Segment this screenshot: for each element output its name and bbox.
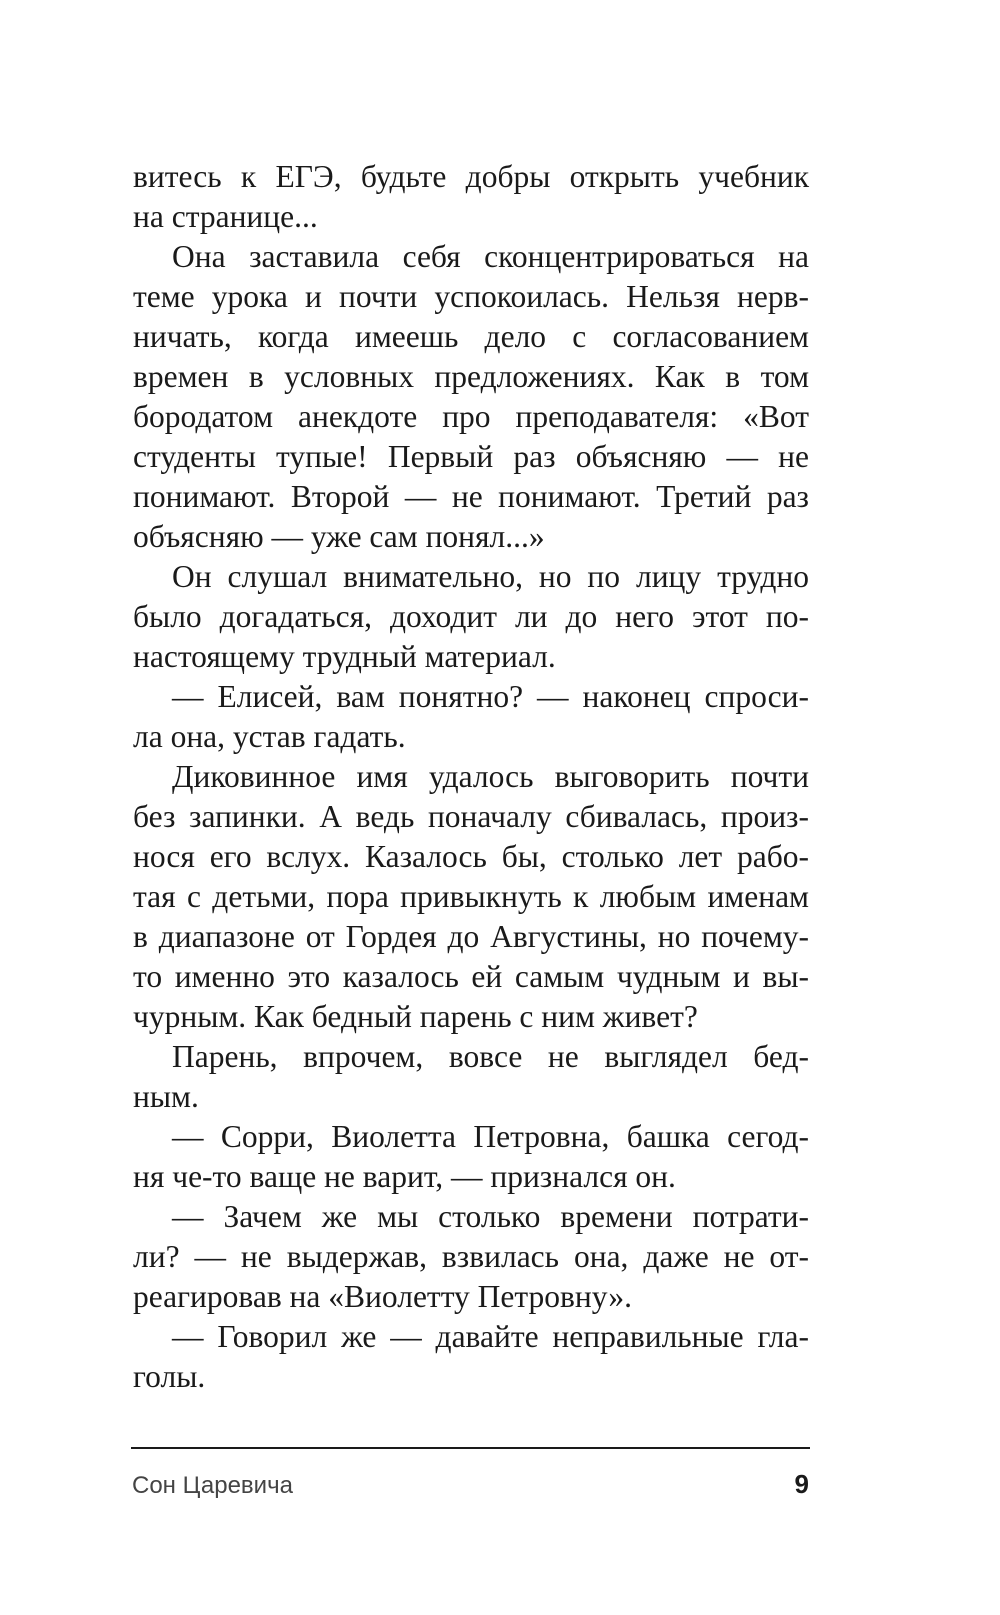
text-line: понимают. Второй — не понимают. Третий раз: [133, 479, 809, 514]
text-line: без запинки. А ведь поначалу сбивалась, произ-: [133, 799, 809, 834]
text-line: в диапазоне от Гордея до Августины, но почему-: [133, 919, 809, 954]
text-line: то именно это казалось ей самым чудным и вы-: [133, 959, 809, 994]
text-line: ным.: [133, 1079, 199, 1114]
text-line: Парень, впрочем, вовсе не выглядел бед-: [172, 1039, 809, 1074]
text-line: ничать, когда имеешь дело с согласованием: [133, 319, 809, 354]
text-line: Он слушал внимательно, но по лицу трудно: [172, 559, 809, 594]
text-line: бородатом анекдоте про преподавателя: «Вот: [133, 399, 809, 434]
text-line: нося его вслух. Казалось бы, столько лет рабо-: [133, 839, 809, 874]
text-line: витесь к ЕГЭ, будьте добры открыть учебник: [133, 159, 809, 194]
text-line: настоящему трудный материал.: [133, 639, 556, 674]
text-line: теме урока и почти успокоилась. Нельзя нерв-: [133, 279, 809, 314]
text-line: — Елисей, вам понятно? — наконец спроси-: [172, 679, 809, 714]
text-line: ла она, устав гадать.: [133, 719, 406, 754]
text-line: студенты тупые! Первый раз объясняю — не: [133, 439, 809, 474]
text-line: было догадаться, доходит ли до него этот по-: [133, 599, 809, 634]
footer-divider: [131, 1447, 810, 1449]
text-line: — Сорри, Виолетта Петровна, башка сегод-: [172, 1119, 809, 1154]
text-line: тая с детьми, пора привыкнуть к любым именам: [133, 879, 809, 914]
page-body-text: [133, 157, 809, 1397]
text-line: реагировав на «Виолетту Петровну».: [133, 1279, 632, 1314]
text-line: ли? — не выдержав, взвилась она, даже не от-: [133, 1239, 809, 1274]
text-line: — Говорил же — давайте неправильные гла-: [172, 1319, 809, 1354]
text-line: голы.: [133, 1359, 206, 1394]
text-line: объясняю — уже сам понял...»: [133, 519, 545, 554]
running-footer-title: Сон Царевича: [132, 1472, 293, 1499]
text-line: Она заставила себя сконцентрироваться на: [172, 239, 809, 274]
text-line: времен в условных предложениях. Как в том: [133, 359, 809, 394]
text-line: чурным. Как бедный парень с ним живет?: [133, 999, 698, 1034]
text-line: — Зачем же мы столько времени потрати-: [172, 1199, 809, 1234]
text-line: ня че-то ваще не варит, — признался он.: [133, 1159, 676, 1194]
text-line: на странице...: [133, 199, 318, 234]
page-number: 9: [794, 1469, 809, 1499]
text-line: Диковинное имя удалось выговорить почти: [172, 759, 809, 794]
